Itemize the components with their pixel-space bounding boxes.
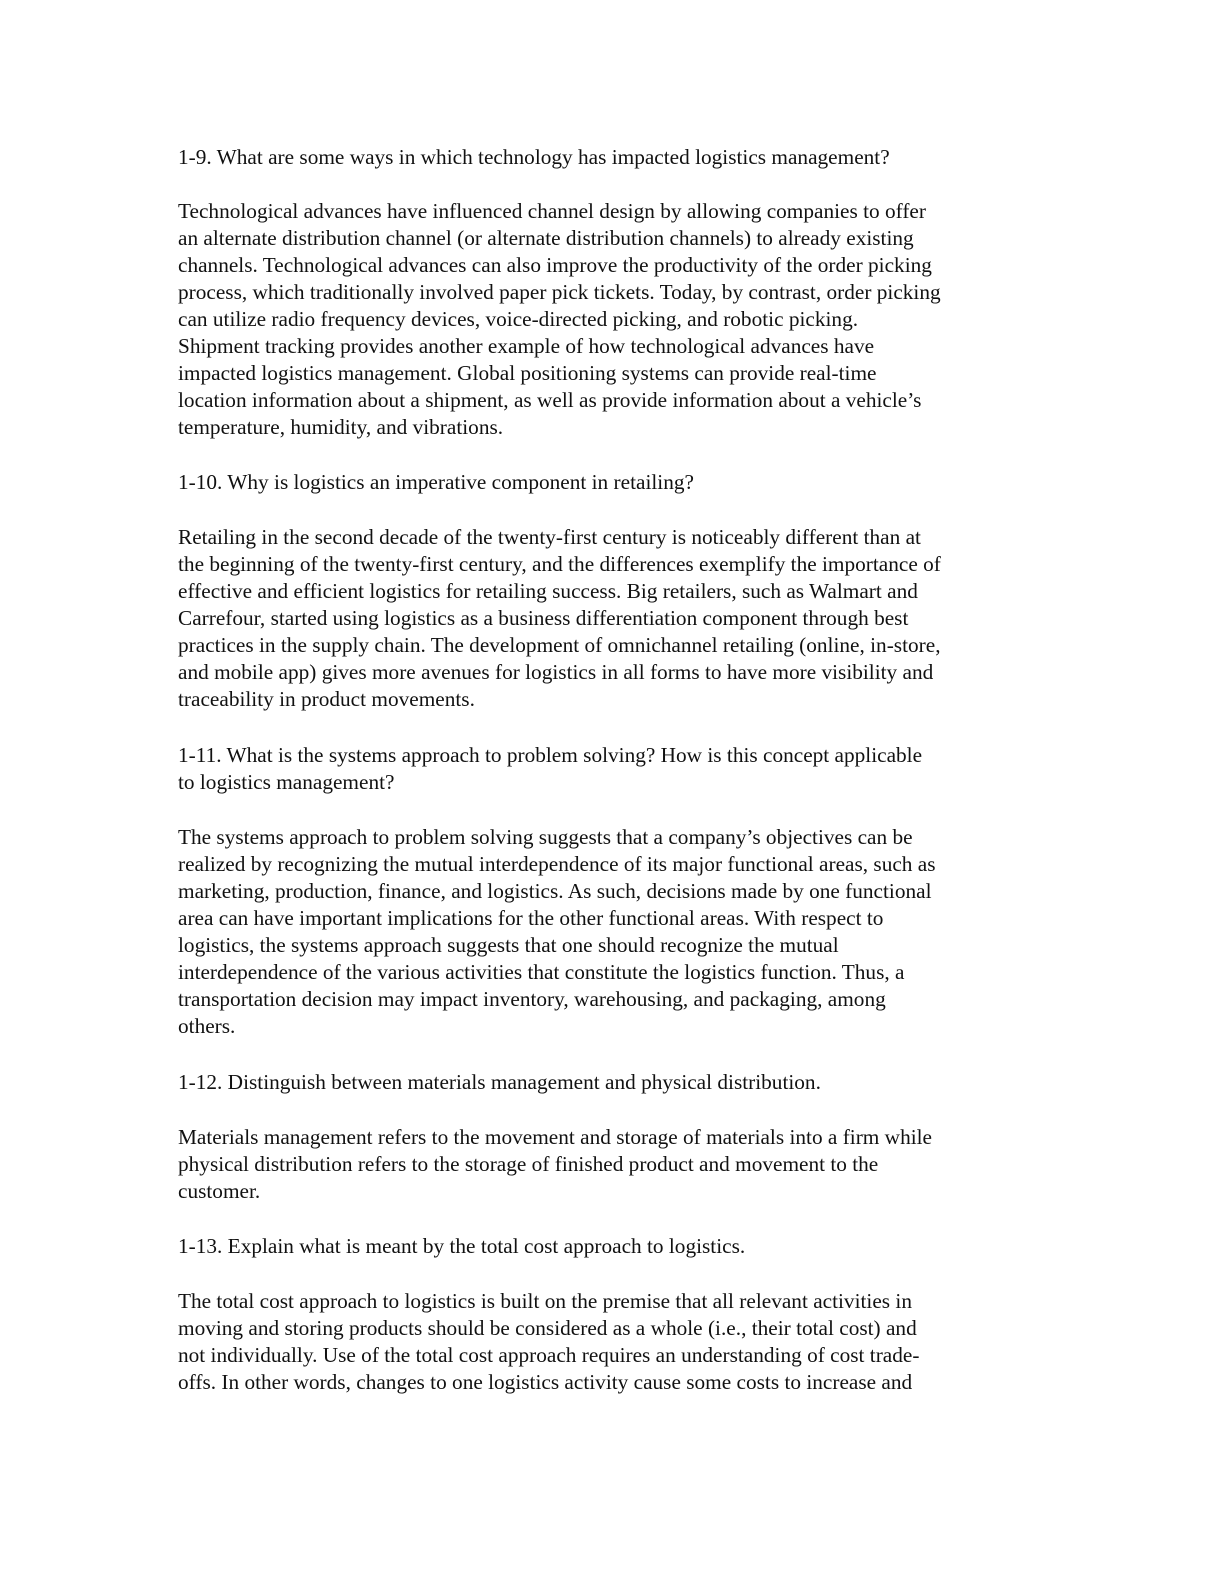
answer-1-12-line: Materials management refers to the movement and storage of materials into a firm while (178, 1125, 933, 1149)
answer-1-9-line: Shipment tracking provides another example of how technological advances have (178, 334, 875, 358)
answer-1-11-line: area can have important implications for the other functional areas. With respect to (178, 906, 884, 930)
answer-1-13-line: moving and storing products should be considered as a whole (i.e., their total cost) and (178, 1316, 917, 1340)
answer-1-12-line: customer. (178, 1179, 261, 1203)
question-1-10: 1-10. Why is logistics an imperative component in retailing? (178, 470, 694, 494)
question-1-12: 1-12. Distinguish between materials management and physical distribution. (178, 1070, 821, 1094)
answer-1-9-line: channels. Technological advances can also improve the productivity of the order picking (178, 253, 932, 277)
question-1-13: 1-13. Explain what is meant by the total cost approach to logistics. (178, 1234, 746, 1258)
question-1-11: to logistics management? (178, 770, 395, 794)
answer-1-11-line: The systems approach to problem solving suggests that a company’s objectives can be (178, 825, 913, 849)
answer-1-12-line: physical distribution refers to the storage of finished product and movement to the (178, 1152, 879, 1176)
answer-1-13-line: not individually. Use of the total cost approach requires an understanding of cost trade- (178, 1343, 920, 1367)
answer-1-11-line: marketing, production, finance, and logistics. As such, decisions made by one functional (178, 879, 932, 903)
answer-1-10-line: traceability in product movements. (178, 687, 475, 711)
answer-1-10-line: and mobile app) gives more avenues for logistics in all forms to have more visibility and (178, 660, 934, 684)
answer-1-13-line: The total cost approach to logistics is built on the premise that all relevant activities in (178, 1289, 912, 1313)
answer-1-9-line: process, which traditionally involved paper pick tickets. Today, by contrast, order picking (178, 280, 941, 304)
answer-1-13-line: offs. In other words, changes to one logistics activity cause some costs to increase and (178, 1370, 913, 1394)
answer-1-11-line: logistics, the systems approach suggests that one should recognize the mutual (178, 933, 839, 957)
answer-1-9-line: temperature, humidity, and vibrations. (178, 415, 504, 439)
question-1-9: 1-9. What are some ways in which technology has impacted logistics management? (178, 145, 890, 169)
answer-1-11-line: realized by recognizing the mutual interdependence of its major functional areas, such as (178, 852, 936, 876)
answer-1-10-line: Carrefour, started using logistics as a business differentiation component through best (178, 606, 909, 630)
answer-1-10-line: practices in the supply chain. The development of omnichannel retailing (online, in-store, (178, 633, 941, 657)
answer-1-9-line: location information about a shipment, as well as provide information about a vehicle’s (178, 388, 922, 412)
answer-1-9-line: Technological advances have influenced channel design by allowing companies to offer (178, 199, 926, 223)
answer-1-10-line: the beginning of the twenty-first century, and the differences exemplify the importance of (178, 552, 941, 576)
answer-1-9-line: an alternate distribution channel (or alternate distribution channels) to already existing (178, 226, 914, 250)
answer-1-11-line: transportation decision may impact inventory, warehousing, and packaging, among (178, 987, 886, 1011)
answer-1-10-line: Retailing in the second decade of the twenty-first century is noticeably different than at (178, 525, 921, 549)
answer-1-11-line: interdependence of the various activities that constitute the logistics function. Thus, a (178, 960, 905, 984)
answer-1-10-line: effective and efficient logistics for retailing success. Big retailers, such as Walmart and (178, 579, 918, 603)
question-1-11: 1-11. What is the systems approach to problem solving? How is this concept applicable (178, 743, 923, 767)
answer-1-9-line: can utilize radio frequency devices, voice-directed picking, and robotic picking. (178, 307, 859, 331)
answer-1-9-line: impacted logistics management. Global positioning systems can provide real-time (178, 361, 877, 385)
answer-1-11-line: others. (178, 1014, 236, 1038)
